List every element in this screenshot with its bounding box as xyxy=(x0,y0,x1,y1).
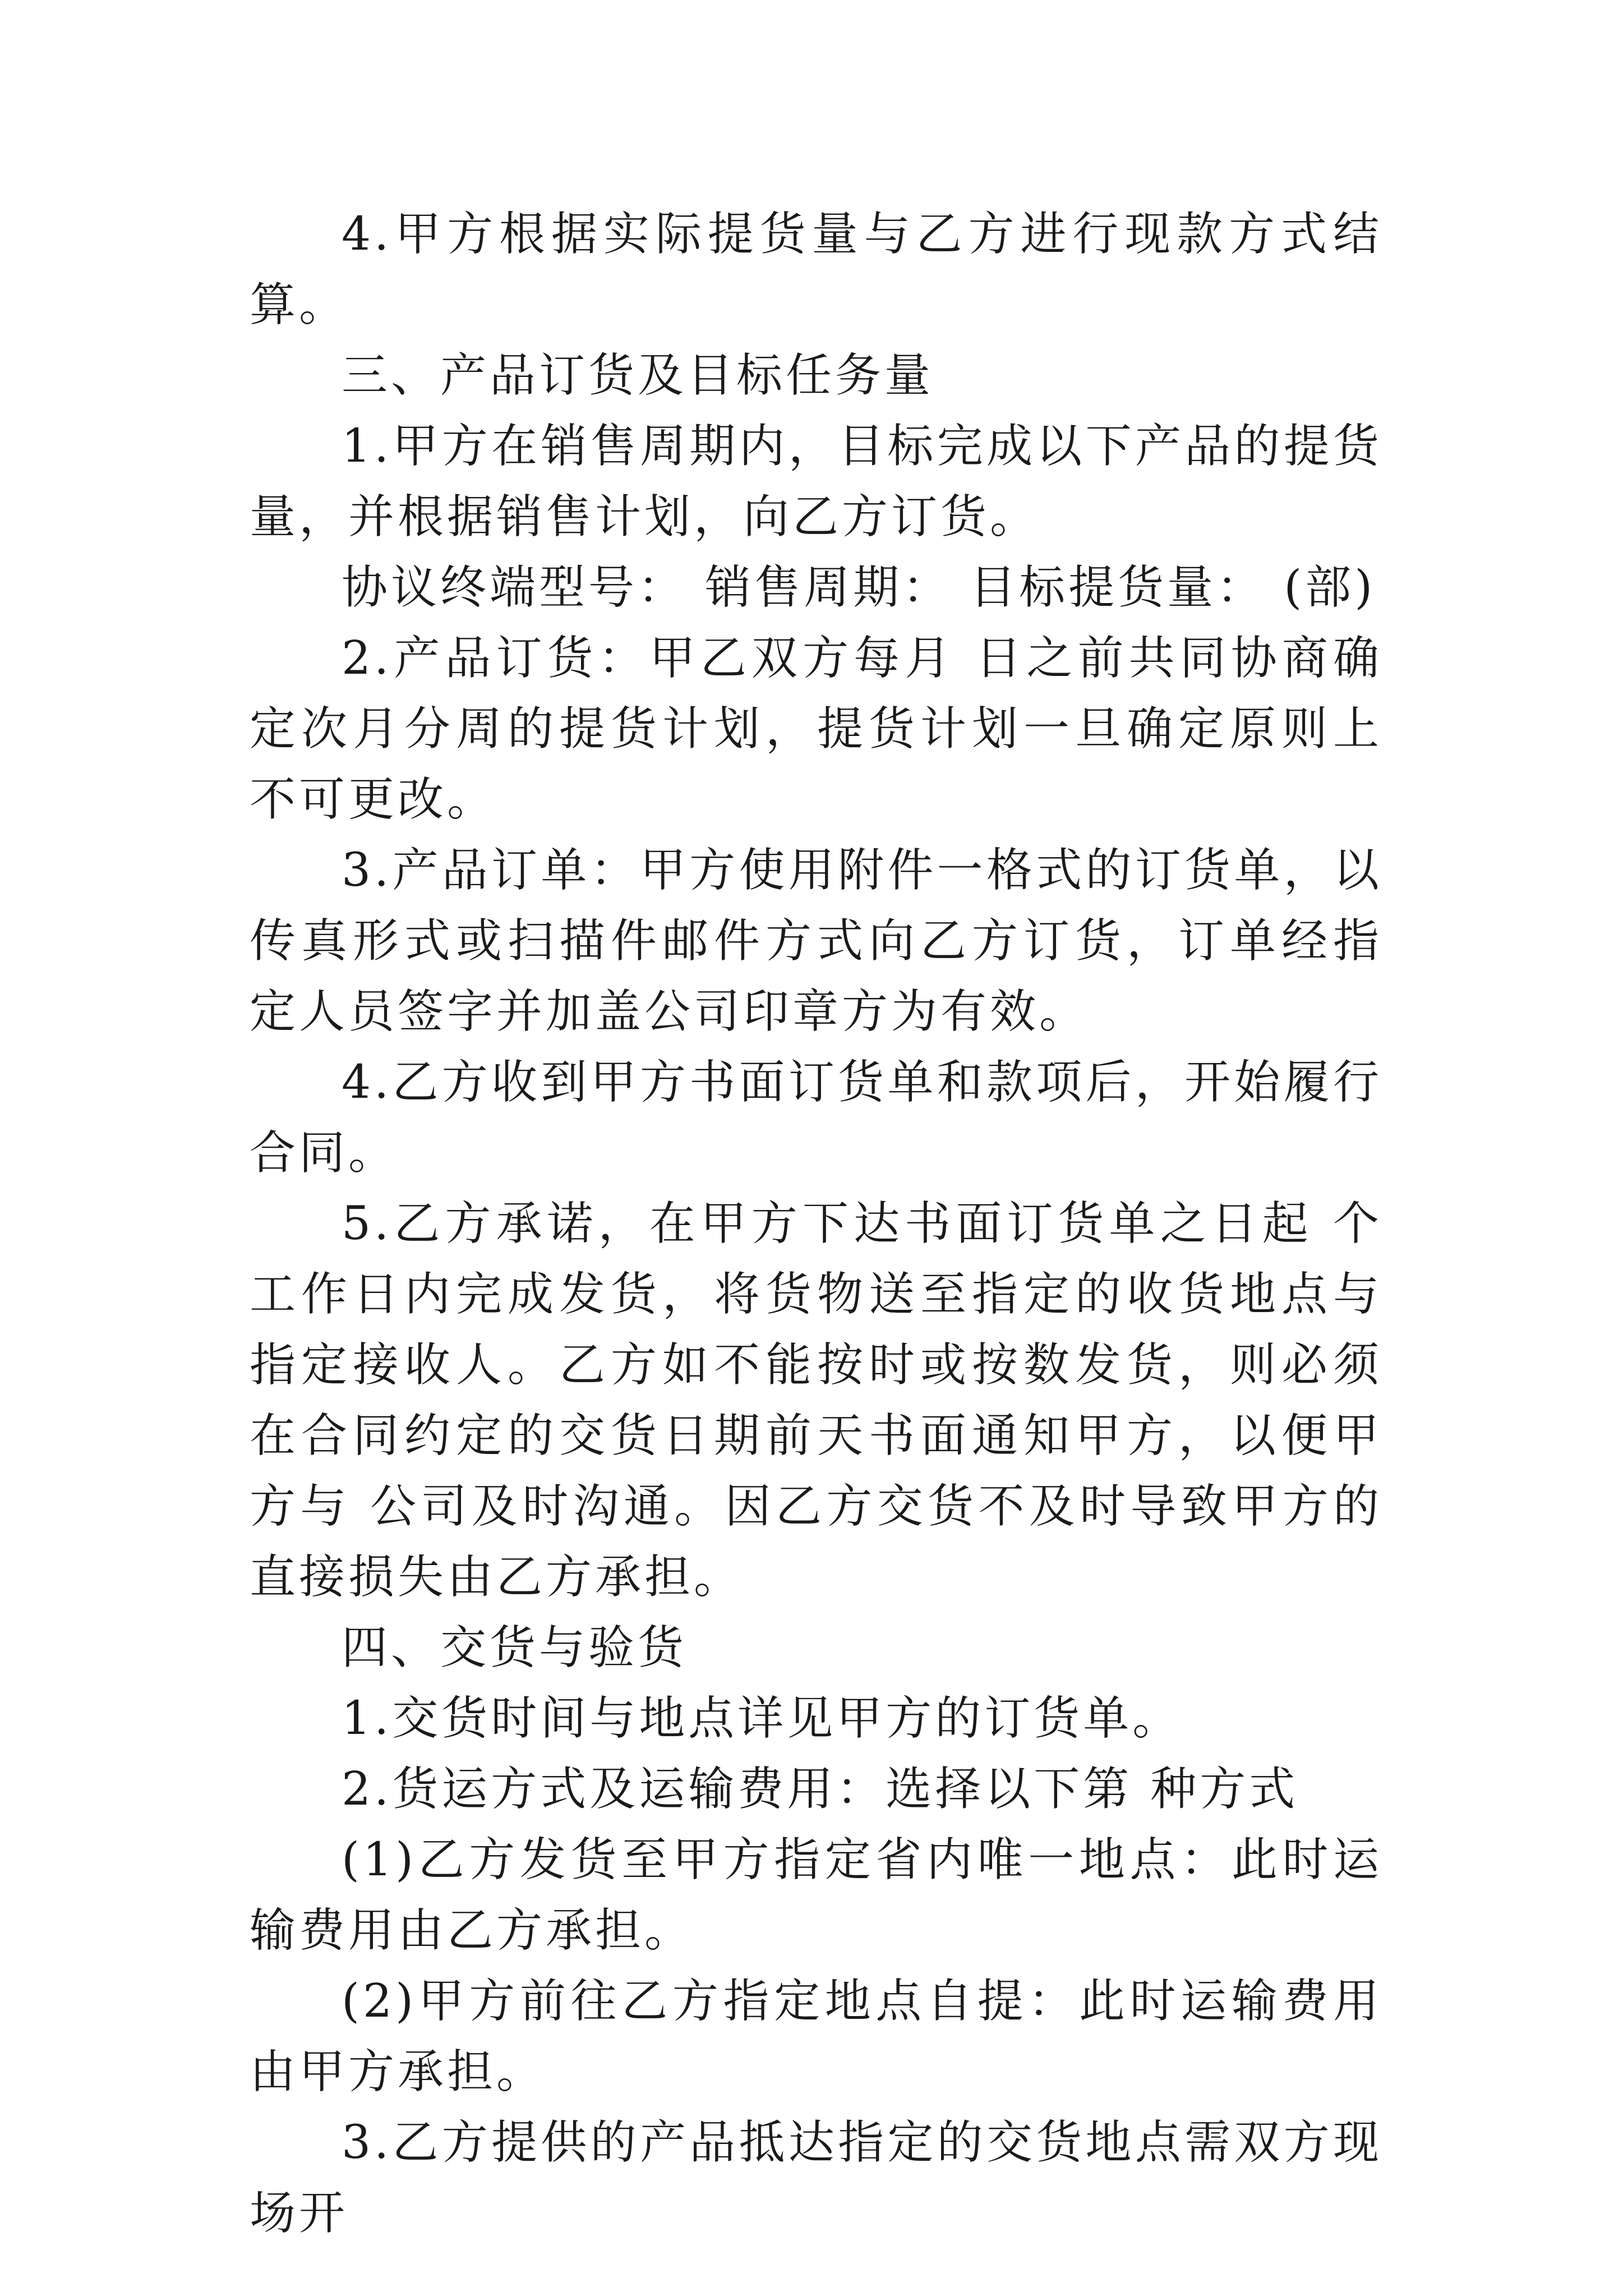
paragraph-product-ordering: 2.产品订货：甲乙双方每月 日之前共同协商确定次月分周的提货计划，提货计划一旦确定原则上不可更改。 xyxy=(250,632,1382,826)
paragraph-product-order-form: 3.产品订单：甲方使用附件一格式的订货单，以传真形式或扫描件邮件方式向乙方订货，订单经指定人员签字并加盖公司印章方为有效。 xyxy=(250,844,1382,1038)
document-body xyxy=(250,199,1382,2249)
section-heading-ordering: 三、产品订货及目标任务量 xyxy=(342,349,934,402)
paragraph-option-1: (1)乙方发货至甲方指定省内唯一地点：此时运输费用由乙方承担。 xyxy=(250,1833,1382,1957)
paragraph-delivery-time: 1.交货时间与地点详见甲方的订货单。 xyxy=(342,1692,1182,1745)
paragraph-settlement: 4.甲方根据实际提货量与乙方进行现款方式结算。 xyxy=(250,208,1382,332)
paragraph-terminal-model: 协议终端型号： 销售周期： 目标提货量： (部) xyxy=(342,561,1376,614)
paragraph-delivery-commitment: 5.乙方承诺，在甲方下达书面订货单之日起 个工作日内完成发货，将货物送至指定的收货地点与指定接收人。乙方如不能按时或按数发货，则必须在合同约定的交货日期前天书面通知甲方，以便甲方与 公司及时沟通。因乙方交货不及时导致甲方的直接损失由乙方承担。 xyxy=(250,1197,1382,1604)
section-heading-delivery: 四、交货与验货 xyxy=(342,1621,688,1674)
paragraph-shipping-method: 2.货运方式及运输费用：选择以下第 种方式 xyxy=(342,1763,1299,1816)
paragraph-option-2: (2)甲方前往乙方指定地点自提：此时运输费用由甲方承担。 xyxy=(250,1975,1382,2099)
paragraph-target-volume: 1.甲方在销售周期内，目标完成以下产品的提货量，并根据销售计划，向乙方订货。 xyxy=(250,420,1382,544)
paragraph-contract-performance: 4.乙方收到甲方书面订货单和款项后，开始履行合同。 xyxy=(250,1056,1382,1180)
paragraph-inspection: 3.乙方提供的产品抵达指定的交货地点需双方现场开 xyxy=(250,2116,1382,2240)
